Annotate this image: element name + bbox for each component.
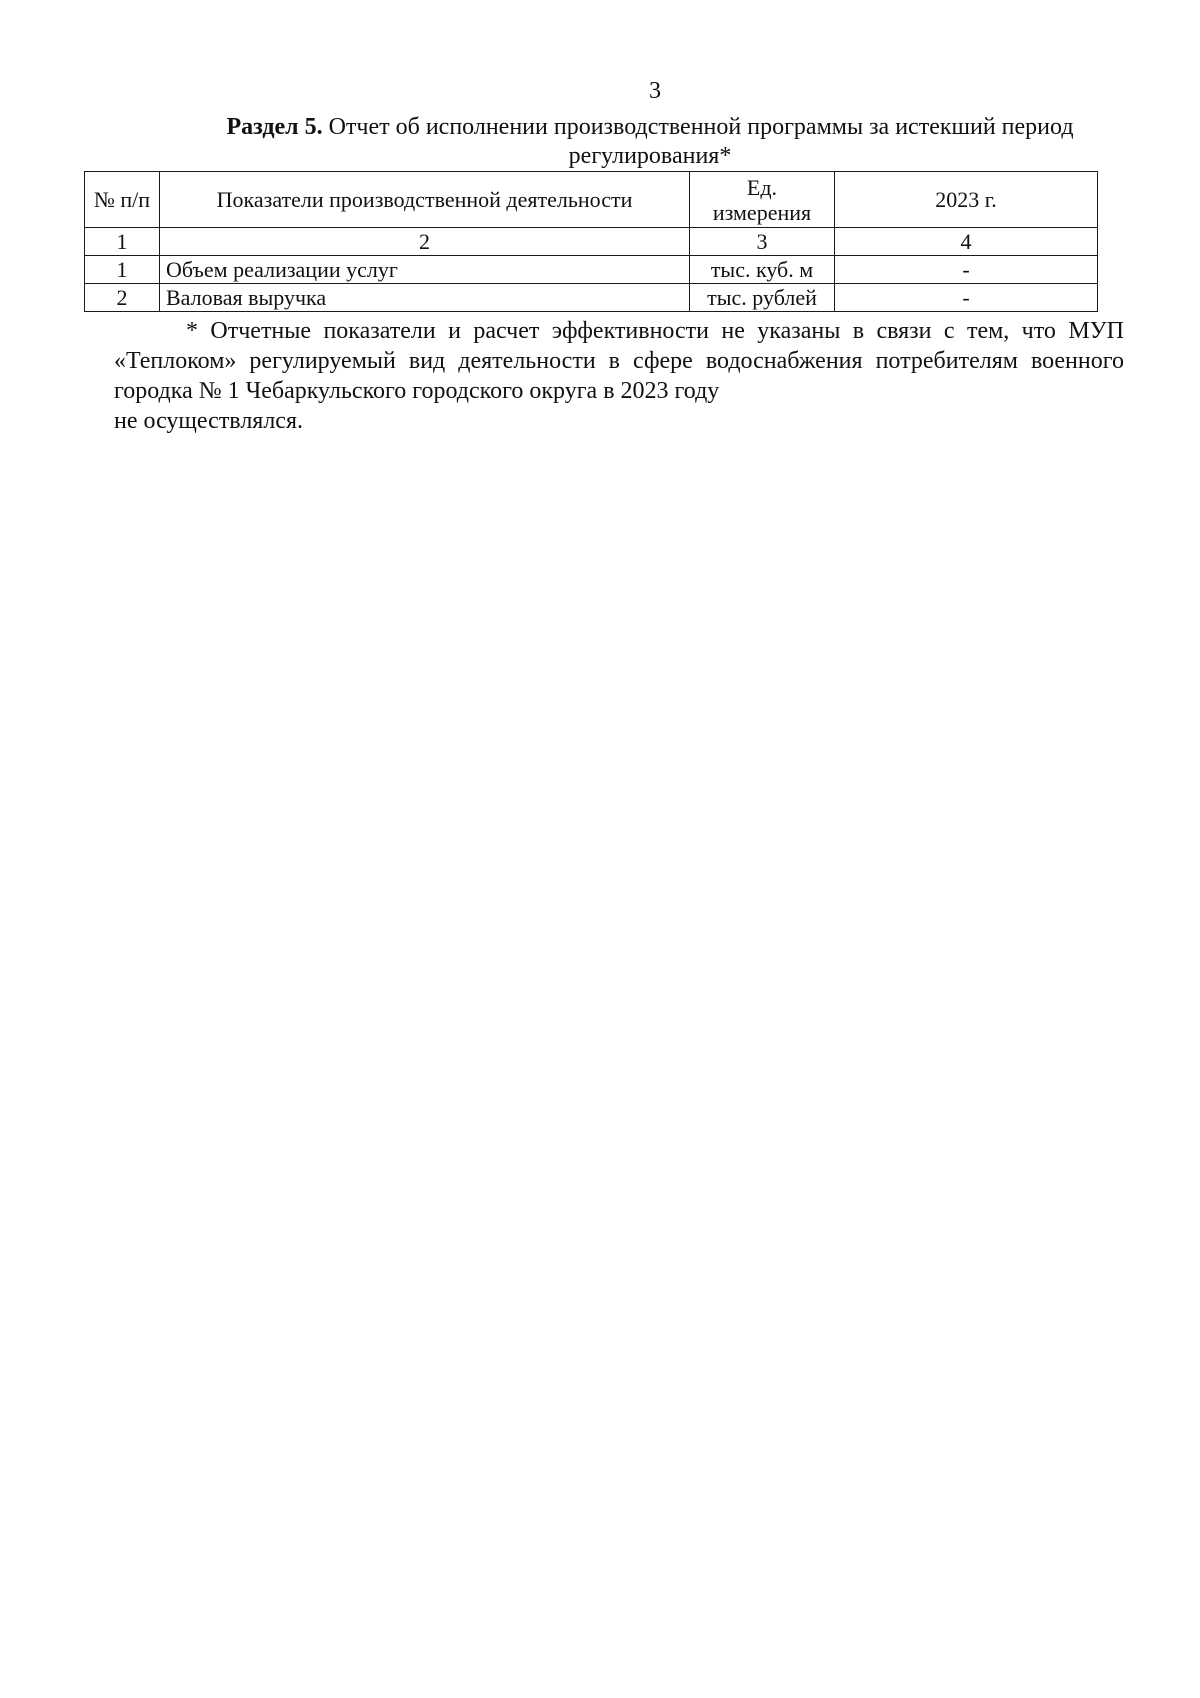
table-row bbox=[85, 284, 1098, 312]
row-value: - bbox=[835, 284, 1098, 312]
row-unit: тыс. рублей bbox=[690, 284, 835, 312]
section-title: Отчет об исполнении производственной программы за истекший период регулирования* bbox=[328, 114, 1074, 169]
section-heading bbox=[160, 113, 1140, 171]
table-row bbox=[85, 256, 1098, 284]
footnote-tail: не осуществлялся. bbox=[114, 408, 303, 434]
row-indicator: Валовая выручка bbox=[160, 284, 690, 312]
footnote-body: * Отчетные показатели и расчет эффективности не указаны в связи с тем, что МУП «Теплоком» регулируемый вид деятельности в сфере водоснабжения потребителям военного городка № 1 Чебаркульского городского округа в 2023 году bbox=[114, 318, 1124, 404]
header-unit: Ед. измерения bbox=[690, 172, 835, 228]
row-unit: тыс. куб. м bbox=[690, 256, 835, 284]
header-indicator: Показатели производственной деятельности bbox=[160, 172, 690, 228]
column-number: 3 bbox=[690, 228, 835, 256]
production-report-table bbox=[84, 171, 1098, 312]
column-number: 1 bbox=[85, 228, 160, 256]
row-number: 1 bbox=[85, 256, 160, 284]
row-indicator: Объем реализации услуг bbox=[160, 256, 690, 284]
header-year: 2023 г. bbox=[835, 172, 1098, 228]
section-label: Раздел 5. bbox=[226, 114, 323, 140]
column-number: 4 bbox=[835, 228, 1098, 256]
page-number: 3 bbox=[649, 78, 661, 104]
column-number: 2 bbox=[160, 228, 690, 256]
footnote bbox=[114, 316, 1124, 436]
table-header-row bbox=[85, 172, 1098, 228]
column-number-row bbox=[85, 228, 1098, 256]
header-number: № п/п bbox=[85, 172, 160, 228]
row-value: - bbox=[835, 256, 1098, 284]
row-number: 2 bbox=[85, 284, 160, 312]
